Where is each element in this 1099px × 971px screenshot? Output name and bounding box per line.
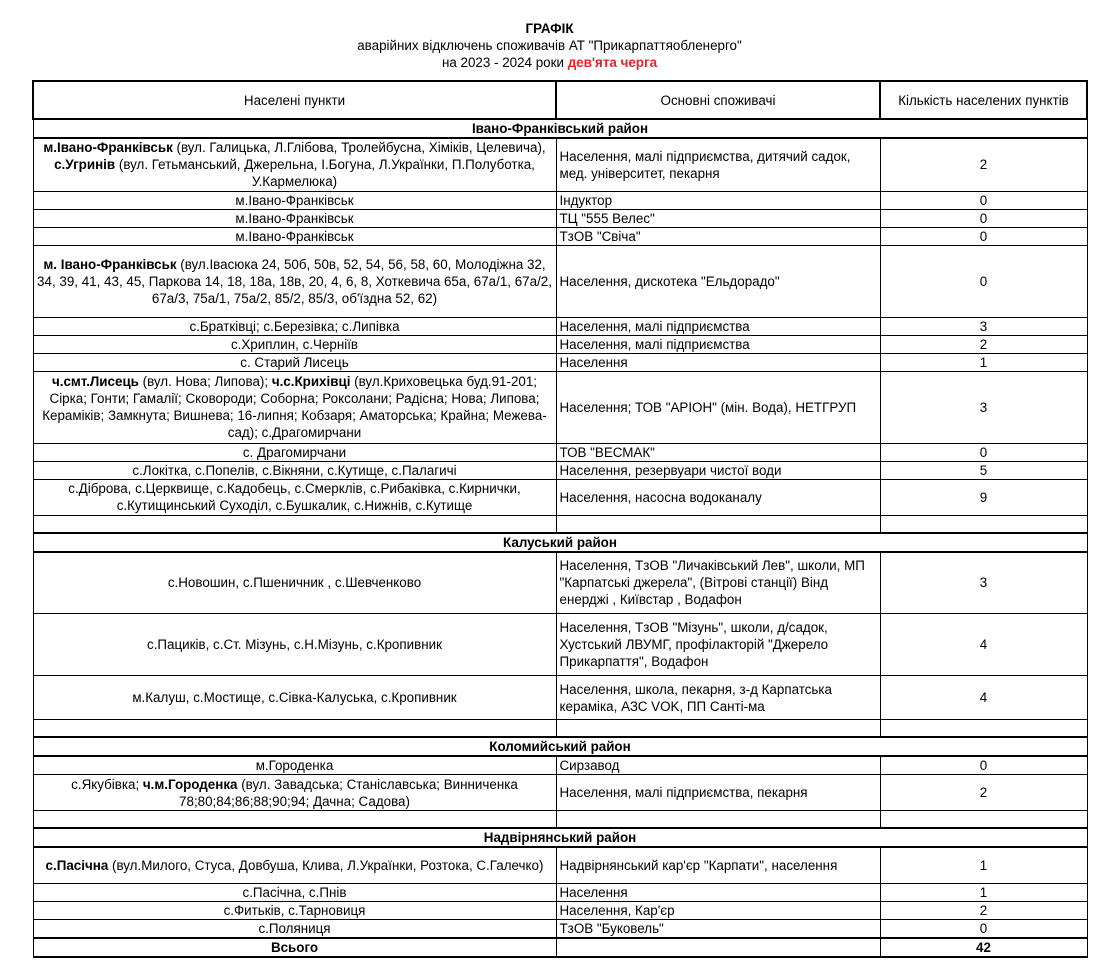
table-row (33, 479, 1087, 515)
table-row (33, 614, 1087, 676)
table-row (33, 371, 1087, 443)
table-row (33, 461, 1087, 479)
settlements-cell (33, 901, 556, 919)
document-header (0, 20, 1099, 71)
table-row (33, 245, 1087, 317)
blank-cell (880, 515, 1087, 533)
count-cell: 3 (880, 371, 1087, 443)
consumers-cell: Населення, ТзОВ "Мізунь", школи, д/садок, Хустський ЛВУМГ, профілакторій "Джерело Прикарпаття", Водафон (556, 614, 880, 676)
consumers-cell: Населення, малі підприємства (556, 317, 880, 335)
period-text: на 2023 - 2024 роки (441, 55, 568, 70)
consumers-cell: Населення, Кар'єр (556, 901, 880, 919)
total-count: 42 (880, 938, 1087, 957)
district-name: Коломийський район (33, 737, 1087, 756)
table-row (33, 901, 1087, 919)
settlements-cell (33, 227, 556, 245)
consumers-cell: Населення, насосна водоканалу (556, 479, 880, 515)
settlement-details: с.Пасічна, с.Пнів (242, 884, 347, 900)
consumers-cell: Населення, малі підприємства, пекарня (556, 775, 880, 811)
table-row (33, 209, 1087, 227)
settlements-cell (33, 209, 556, 227)
settlements-cell (33, 138, 556, 191)
settlements-cell (33, 756, 556, 775)
consumers-cell: ТзОВ "Буковель" (556, 919, 880, 938)
outage-schedule-table (32, 80, 1088, 958)
settlement-details: с.Якубівка; (71, 776, 143, 792)
settlement-details: (вул. Завадська; Станіславська; Винниченка 78;80;84;86;88;90;94; Дачна; Садова) (179, 776, 518, 809)
blank-cell (33, 811, 556, 829)
settlement-details: (вул. Нова; Липова); (138, 374, 272, 389)
count-cell: 0 (880, 209, 1087, 227)
settlement-details: с. Старий Лисець (240, 354, 349, 370)
settlement-details: (вул.Милого, Стуса, Довбуша, Клива, Л.Українки, Розтока, С.Галечко) (108, 857, 544, 873)
settlement-details: с.Хриплин, с.Черніїв (230, 336, 359, 352)
settlements-cell (33, 191, 556, 209)
settlement-name: с.Угринів (54, 157, 116, 173)
document-subtitle: аварійних відключень споживачів АТ "Прикарпаттяобленерго" (357, 38, 742, 53)
settlements-cell (33, 371, 556, 443)
table-row (33, 317, 1087, 335)
settlement-details: с.Поляниця (258, 920, 331, 936)
settlement-name: с.Пасічна (45, 857, 109, 873)
settlement-details: с.Діброва, с.Церквище, с.Кадобець, с.Смерклів, с.Рибаківка, с.Кирнички, с.Кутищинський Суходіл, с.Бушкалик, с.Нижнів, с.Кутище (68, 481, 521, 513)
settlements-cell (33, 479, 556, 515)
count-cell: 4 (880, 614, 1087, 676)
count-cell: 0 (880, 191, 1087, 209)
settlements-cell (33, 353, 556, 371)
settlement-details: с.Локітка, с.Попелів, с.Вікняни, с.Кутище, с.Палагичі (132, 462, 457, 478)
settlement-name: м.Івано-Франківськ (43, 140, 173, 156)
blank-row (33, 515, 1087, 533)
settlements-cell (33, 335, 556, 353)
blank-row (33, 720, 1087, 738)
table-row (33, 552, 1087, 614)
settlements-cell (33, 245, 556, 317)
count-cell: 0 (880, 443, 1087, 461)
table-row (33, 676, 1087, 720)
settlements-cell (33, 676, 556, 720)
settlement-details: м.Івано-Франківськ (235, 210, 354, 226)
count-cell: 1 (880, 847, 1087, 883)
table-body (33, 119, 1087, 938)
consumers-cell: ТОВ "ВЕСМАК" (556, 443, 880, 461)
settlement-details: с. Драгомирчани (242, 444, 347, 460)
table-row (33, 335, 1087, 353)
settlements-cell (33, 614, 556, 676)
count-cell: 0 (880, 756, 1087, 775)
table-row (33, 227, 1087, 245)
table-row (33, 443, 1087, 461)
blank-row (33, 811, 1087, 829)
settlement-details: (вул.Криховецька буд.91-201; Сірка; Гонти; Гамалії; Сковороди; Соборна; Роксолани; Радісна; Нова; Липова; Кераміків; Замкнута; Вишнева; 16-липня; Кобзаря; Аматорська; Крайна; Межева-сад); с.Драгомирчани (42, 374, 547, 440)
settlements-cell (33, 461, 556, 479)
district-row (33, 119, 1087, 138)
district-row (33, 533, 1087, 552)
district-name: Надвірнянський район (33, 828, 1087, 847)
settlement-name: ч.с.Крихівці (271, 374, 351, 389)
count-cell: 0 (880, 227, 1087, 245)
settlement-details: (вул. Гетьманський, Джерельна, І.Богуна, Л.Українки, П.Полуботка, У.Кармелюка) (115, 157, 535, 190)
table-row (33, 138, 1087, 191)
count-cell: 5 (880, 461, 1087, 479)
settlement-details: с.Фитьків, с.Тарновиця (223, 902, 366, 918)
settlement-details: м.Калуш, с.Мостище, с.Сівка-Калуська, с.Кропивник (132, 690, 457, 705)
settlements-cell (33, 919, 556, 938)
consumers-cell: Населення, школа, пекарня, з-д Карпатська кераміка, АЗС VOK, ПП Санті-ма (556, 676, 880, 720)
blank-cell (880, 811, 1087, 829)
count-cell: 9 (880, 479, 1087, 515)
settlements-cell (33, 883, 556, 901)
settlement-details: с.Пациків, с.Ст. Мізунь, с.Н.Мізунь, с.Кропивник (147, 637, 442, 652)
count-cell: 3 (880, 317, 1087, 335)
count-cell: 3 (880, 552, 1087, 614)
table-row (33, 353, 1087, 371)
count-cell: 2 (880, 335, 1087, 353)
settlement-details: м.Городенка (255, 758, 334, 773)
count-cell: 0 (880, 919, 1087, 938)
consumers-cell: Населення, дискотека "Ельдорадо" (556, 245, 880, 317)
settlements-cell (33, 775, 556, 811)
consumers-cell: Населення (556, 353, 880, 371)
consumers-cell: Населення; ТОВ "АРІОН" (мін. Вода), НЕТГРУП (556, 371, 880, 443)
consumers-cell: Надвірнянський кар'єр "Карпати", населення (556, 847, 880, 883)
queue-label: дев'ята черга (567, 55, 658, 70)
settlement-name: ч.м.Городенка (142, 776, 238, 792)
table-row (33, 919, 1087, 938)
count-cell: 0 (880, 245, 1087, 317)
settlement-details: м.Івано-Франківськ (235, 228, 354, 244)
blank-cell (33, 720, 556, 738)
consumers-cell: Сирзавод (556, 756, 880, 775)
count-cell: 1 (880, 883, 1087, 901)
settlements-cell (33, 847, 556, 883)
settlement-details: м.Івано-Франківськ (235, 192, 354, 208)
count-cell: 1 (880, 353, 1087, 371)
column-header-count: Кількість населених пунктів (880, 81, 1087, 119)
count-cell: 4 (880, 676, 1087, 720)
settlement-name: ч.смт.Лисець (51, 374, 139, 389)
settlement-details: с.Новошин, с.Пшеничник , с.Шевченково (167, 575, 422, 591)
settlements-cell (33, 443, 556, 461)
blank-cell (880, 720, 1087, 738)
settlements-cell (33, 317, 556, 335)
blank-cell (556, 811, 880, 829)
table-row (33, 847, 1087, 883)
district-name: Калуський район (33, 533, 1087, 552)
district-row (33, 828, 1087, 847)
count-cell: 2 (880, 775, 1087, 811)
table-header-row (33, 81, 1087, 119)
consumers-cell: Індуктор (556, 191, 880, 209)
blank-cell (33, 515, 556, 533)
consumers-cell: Населення (556, 883, 880, 901)
document-period (0, 54, 1099, 71)
table-row (33, 883, 1087, 901)
consumers-cell: ТзОВ "Свіча" (556, 227, 880, 245)
total-label: Всього (33, 938, 556, 957)
settlements-cell (33, 552, 556, 614)
settlement-details: (вул. Галицька, Л.Глібова, Тролейбусна, Хіміків, Целевича), (172, 140, 546, 156)
total-row (33, 938, 1087, 957)
blank-cell (556, 720, 880, 738)
document-title: ГРАФІК (525, 21, 574, 36)
table-row (33, 775, 1087, 811)
column-header-settlements: Населені пункти (33, 81, 556, 119)
blank-cell (556, 515, 880, 533)
table-row (33, 191, 1087, 209)
settlement-details: с.Братківці; с.Березівка; с.Липівка (189, 318, 400, 334)
consumers-cell: Населення, ТзОВ "Личаківський Лев", школи, МП "Карпатські джерела", (Вітрові станції) Вінд енерджі , Київстар , Водафон (556, 552, 880, 614)
consumers-cell: Населення, малі підприємства, дитячий садок, мед. університет, пекарня (556, 138, 880, 191)
settlement-details: (вул.Івасюка 24, 50б, 50в, 52, 54, 56, 58, 60, Молодіжна 32, 34, 39, 41, 43, 45, Паркова 14, 18, 18а, 18в, 20, 4, 6, 8, Хоткевича 65а, 67а/1, 67а/2, 67а/3, 75а/1, 75а/2, 85/2, 85/3, об'їздна 52, 62) (37, 256, 552, 306)
district-row (33, 737, 1087, 756)
district-name: Івано-Франківський район (33, 119, 1087, 138)
consumers-cell: Населення, резервуари чистої води (556, 461, 880, 479)
total-empty-cell (556, 938, 880, 957)
column-header-consumers: Основні споживачі (556, 81, 880, 119)
consumers-cell: Населення, малі підприємства (556, 335, 880, 353)
consumers-cell: ТЦ "555 Велес" (556, 209, 880, 227)
count-cell: 2 (880, 138, 1087, 191)
table-row (33, 756, 1087, 775)
settlement-name: м. Івано-Франківськ (43, 256, 177, 272)
count-cell: 2 (880, 901, 1087, 919)
